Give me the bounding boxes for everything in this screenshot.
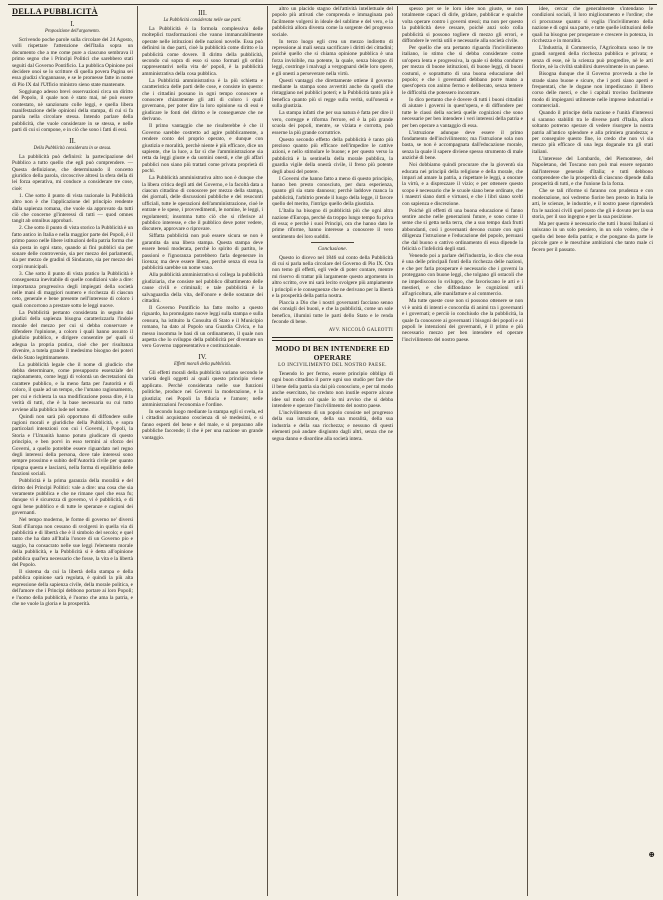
- article-title-pubblicita: DELLA PUBBLICITÀ: [12, 7, 98, 16]
- article-subtitle-incivilimento: LO INCIVILIMENTO DEL NOSTRO PAESE.: [278, 362, 387, 368]
- paragraph: L'incivilimento di un popolo consiste nel progresso della sua istruzione, della sua moralità, della sua industria e della sua ricchezza; e nessuno di questi elementi può andare disgiunto dagli altri, senza che ne segua danno e disordine alla società intera.: [272, 410, 393, 442]
- paragraph: Per quello che ora pertanto riguarda l'incivilimento italiano, io stimo che si debba considerare come un'opera lenta e progressiva, la quale si debba condurre per mezzo di buone istituzioni, di buone leggi, di buoni costumi, e soprattutto di una buona educazione del popolo; e che i governanti debbano porre mano a quest'opera con animo fermo e deliberato, senza temere le difficoltà che potessero incontrare.: [402, 45, 523, 96]
- section-numeral-3: III.: [198, 9, 207, 17]
- paragraph: Gli effetti morali della pubblicità variano secondo le varietà degli oggetti ai quali questo principio viene applicato. Perchè considerata nelle sue funzioni politiche, produce nei Governi la moderazione, e la giustizia; nei Popoli la fiducia e l'amore; nelle amministrazioni l'economia e l'ordine.: [142, 369, 263, 408]
- paragraph: La Pubblicità è la formola complessiva delle molteplici trasformazioni che vanno immancabilmente operate nelle istituzioni delle nazioni novelle. Essa può definirsi in due parti, cioè la pubblicità come diritto e la pubblicità come dovere. Il diritto della pubblicità, secondo cui sopra di esso si sono formati gli ordini rappresentativi nella vita de' popoli, è la pubblicità amministrativa della cosa pubblica.: [142, 26, 263, 77]
- section-subtitle-3: La Pubblicità considerata nelle sue parti.: [163, 18, 242, 23]
- conclusion-heading: Conclusione.: [317, 246, 348, 253]
- paragraph: Questi vantaggi che direttamente ottiene il governo mediante la stampa sono avvertiti anche da quelli che ristaggiano nei pubblici poteri; e la Pubblicità tanto più è benefica quanto più si regge sulla verità, sull'onestà e sulla giustizia.: [272, 77, 393, 110]
- paragraph: In terzo luogo egli crea un mezzo indiretto di repressione ai mali senza sacrificare i diritti dei cittadini; poichè quello che si chiama opinione pubblica è una forza invisibile, ma potente, la quale, senza bisogno di leggi, costringe i malvagi a vergognarsi delle loro opere, e gli onesti a perseverare nella virtù.: [272, 38, 393, 77]
- section-numeral-4: IV.: [198, 352, 207, 361]
- paragraph: Bisogna dunque che il Governo provveda a che le strade siano buone e sicure, che i porti siano aperti e frequentati, che le dogane non impediscano il libero corso delle merci, e che i capitali trovino facilmente modo di impiegarsi utilmente nelle imprese industriali e commerciali.: [532, 71, 653, 110]
- paragraph: idee, cercar che generalmente s'intendano le condizioni sociali, il loro miglioramento e l'ordine; che ci procurasse quanto si voglia l'incivilimento della nazione e di ogni sua parte, e tutte quelle istituzioni delle quali ha bisogno per prosperare e crescere in potenza, in ricchezza e in moralità.: [532, 6, 653, 45]
- paragraph: Nel tempo moderno, le forme di governo ne' diversi Stati d'Europa non cessano di svolgersi in quella via di pubblicità e di libertà che è il simbolo del secolo; e quel tanto che ha dato all'Italia l'onore di un Governo pio e saggio, ha consacrato nelle sue leggi l'elemento morale della pubblicità, e la Pubblicità si è detta all'opinione pubblica qual'era necessario che fosse, la vita e la libertà del Popolo.: [12, 517, 133, 569]
- section-subtitle-1: Proposizione dell'argomento.: [44, 29, 101, 34]
- paragraph: L'Italia ha bisogno di pubblicità più che ogni altra nazione d'Europa, perchè da troppo lungo tempo fu priva di essa; e perchè i suoi Principi, ora che hanno dato le prime riforme, hanno interesse a conoscere il vero sentimento dei loro sudditi.: [272, 208, 393, 240]
- paragraph: Questo secondo effetto della pubblicità è tanto più prezioso quanto più efficace nell'impedire le cattive azioni, e nello stimolare le buone; e per questo verso la pubblicità è la sentinella della morale pubblica, la guardia vigile della onestà civile, il freno più potente degli abusi del potere.: [272, 136, 393, 175]
- section-divider: [311, 242, 355, 243]
- paragraph: Il sistema da cui la libertà della stampa e della pubblica opinione sarà regolata, è quindi la più alta espressione della sapienza civile, della morale politica, e dell'amore che i Principi debbono portare ai loro Popoli; e l'uomo della pubblicità, è l'uomo che ama la patria, e che ne vuole la gloria e la prosperità.: [12, 569, 133, 608]
- author-signature: AVV. NICCOLÒ GALEOTTI: [328, 327, 393, 333]
- printer-mark-icon: ⊕: [648, 849, 655, 859]
- paragraph: Soggiungo adesso brevi osservazioni circa un diritto del Popolo, il quale non è stato mai, né può essere contestato, nè sanzionato colle leggi, e quella libera manifestazione delle opinioni della stampa, di cui si fa parola nella circolare stessa. Intendo parlare della pubblicità, che vuole considerare in se stessa, e nelle parti di cui si compone, e in ciò che sono i fatti di essi.: [12, 88, 133, 134]
- paragraph: 2. Che sotto il punto di vista storico la Pubblicità è un fatto antico in Italia e nella maggior parte dei Popoli, è il primo passo nelle libere istituzioni della patria forma che sia posta in ogni stato, quando ai fini pubblici sia per sonare delle controversie, sia per mezzo dei parlamenti, sia per mezzo de gradini di Sindacato, sia per mezzo dei corpi municipali.: [12, 225, 133, 270]
- paragraph: Piaccia a Dio che i nostri governanti facciano senno dei consigli dei buoni, e che la pubblicità, come un sole benefico, illumini tutte le parti dello Stato e le renda feconde di bene.: [272, 300, 393, 326]
- paragraph: Siffatta pubblicità non può essere sicura se non è garantita da una libera stampa. Questa stampa deve essere bensì moderata, perchè lo spirito di partito, le passioni e l'ignoranza potrebbero farla degenerare in licenza; ma deve essere libera, perchè senza di essa la pubblicità sarebbe un nome vano.: [142, 233, 263, 272]
- column-container: [8, 6, 657, 896]
- paragraph: Poichè gli effetti di una buona educazione si fanno sentire anche nelle generazioni future, e sono come il seme che si getta nella terra, che a suo tempo darà frutti abbondanti, così i governanti devono curare con ogni diligenza l'istruzione e l'educazione del popolo, persuasi che dal buono o cattivo ordinamento di essa dipende la felicità o l'infelicità degli stati.: [402, 207, 523, 252]
- paragraph: La Pubblicità amministrativa altro non è dunque che la libera critica degli atti del Governo, e la facoltà data a ciascun cittadino di conoscere per mezzo della stampa, dei giornali, delle discussioni pubbliche e dei resoconti ufficiali, tutte le operazioni dell'amministrazione, cioè le entrate e le spese, i provvedimenti, le nomine, le leggi, i regolamenti; insomma tutto ciò che si riferisce al pubblico interesse, e che il pubblico deve poter vedere, discutere, approvare o riprovare.: [142, 175, 263, 233]
- article-title-incivilimento: MODO DI BEN INTENDERE ED OPERARE: [275, 343, 390, 362]
- paragraph: Tenendo lo per fermo, essere principio obbligo di ogni buon cittadino il porre ogni suo studio per fare che il bene della patria sia dai più conosciuto, e per tal modo anche esercitato, ho creduto non inutile esporre alcune idee sul modo col quale io mi avviso che si debba intendere e operare l'incivilimento del nostro paese.: [272, 370, 393, 409]
- paragraph: 1. Che sotto il punto di vista razionale la Pubblicità altro non è che l'applicazione del principio rendente dalla sapienza romana, che vuole sia approvato da tutti ciò che concerne gl'interessi di tutti — quod omnes tangit ab omnibus approbari.: [12, 192, 133, 225]
- paragraph: Il Governo Pontificio ha fatto molto a questo riguardo, ha promulgato nuove leggi sulla stampa e sulla censura, ha istituito la Consulta di Stato e il Municipio romano, ha dato al Popolo una Guardia Civica, e ha messo insomma le basi di un ordinamento, il quale non aspetta che lo sviluppo della pubblicità per diventare un vero Governo rappresentativo e costituzionale.: [142, 305, 263, 350]
- paragraph: Scrivendo poche parole sulla circolare del 24 Agosto, volli rispettare l'attenzione dell'Italia sopra un documento che a me come pure a ciascuno sembrava il primo segno che i Principi Politici che sarebbero stati seguiti dal Governo Pontificio. La pubblica Opinione poi decidere onoi se lo scrittore di quella povera Pagina sei essa giudizi s'ingannasse, e se le promesse fatte in nome di Pio IX dal l'Ufficio ministro sieno state mantenute.: [12, 37, 133, 88]
- paragraph: 3. Che sotto il punto di vista pratico la Pubblicità è conseguenza inevitabile di quelle condizioni vale a dire: importanza progressiva degli impiegati della società nelle mani di maggiori numero e ricchezza di ciascun ceto, generale e bene presente nell'interesse di coloro i quali concorrono a prestare sotto le leggi nuove.: [12, 270, 133, 309]
- paragraph: Noi dobbiamo quindi procurare che la gioventù sia educata nei principii della religione e della morale, che impari ad amare la patria, a rispettare le leggi, a onorare la virtù, e a disprezzare il vizio; e per ottenere questo scopo è necessario che le scuole siano bene ordinate, che i maestri siano dotti e virtuosi, e che i libri siano scelti con sapienza e discrezione.: [402, 162, 523, 207]
- article-divider: [272, 337, 393, 341]
- paragraph: Il primo vantaggio che ne risulterebbe è che il Governo sarebbe costretto ad agire pubblicamente, a rendere conto del proprio operato, e dunque con giustizia e moralità, perchè niente è più efficace, dice un sapiente, che la luce, a far sì che l'amministrazione sia retta da leggi giuste e da uomini onesti, e che gli affari pubblici non siano più trattati come privata proprietà di pochi.: [142, 123, 263, 175]
- paragraph: altro un placido stagno dell'attività intellettuale del popolo più attivati che comprenda e immaginata può facilmente volgersi in ideale del sublime e del vero, e la pubblicità allora diventa come la sorgente del progresso sociale.: [272, 6, 393, 38]
- paragraph: La pubblicità può definirsi: la partecipazione del Pubblico a tutto quello che egli può comprendere. — Questa definizione, che determinando il concetto giuridico della parola, circoscrive altresì la sfera della di lei forza operativa, mi conduce a considerare tre cose, cioè:: [12, 153, 133, 192]
- top-rule: [8, 4, 657, 5]
- paragraph: Ma tutte queste cose non si possono ottenere se non vi è unità di intenti e concordia di animi tra i governanti e i governati; e perciò io conchiudo che la pubblicità, la quale fa conoscere ai governanti i bisogni dei popoli e ai popoli le intenzioni dei governanti, è il primo e più necessario mezzo per ben intendere ed operare l'incivilimento del nostro paese.: [402, 298, 523, 343]
- paragraph: Questo io dicevo nel 1846 sul conto della Pubblicità di cui si parla nella circolare del Governo di Pio IX. Ora non temo gli effetti, egli vede di poter contare, mentre mi riservo di trattar più largamente questo argomento in altro scritto, ove mi sarà lecito svolgere più ampiamente i principii e le conseguenze che ne derivano per la libertà e la prosperità della patria nostra.: [272, 254, 393, 300]
- paragraph: L'interesse del Lombardo, del Piemontese, del Napoletano, del Toscano non può mai essere separato dall'interesse generale d'Italia; e tutti debbono comprendere che la prosperità di ciascuno dipende dalla prosperità di tutti, e che l'unione fa la forza.: [532, 155, 653, 188]
- section-numeral-2: II.: [69, 136, 76, 145]
- paragraph: I Governi che hanno fatto a meno di questo principio, hanno ben presto conosciuto, per dura esperienza, quanto gli sia stato dannoso; perchè laddove manca la pubblicità, l'arbitrio prende il luogo della legge, il favore quello del merito, l'intrigo quello della giustizia.: [272, 175, 393, 208]
- paragraph: L'Industria, il Commercio, l'Agricoltura sono le tre grandi sorgenti della ricchezza pubblica e privata; e senza di esse, nè la scienza può progredire, nè le arti fiorire, nè la civiltà stabilirsi durevolmente in un paese.: [532, 45, 653, 71]
- section-subtitle-2: Della Pubblicità considerata in se stessa.: [33, 145, 112, 151]
- paragraph: spesso per se le loro idee non giuste, se non totalmente capaci di dirle, gridare, pubblicar e qualche volta operare contro i governi stessi; ma non per questo la pubblicità deve cessare, poichè anzi solo colla pubblicità si possono togliere di mezzo gli errori, e diffondere le verità utili e necessarie alla società civile.: [402, 6, 523, 45]
- paragraph: La pubblicità legale che il nome di giudicio che debba determinare, come presupposto essenziale del ragionamento, come leggi di volontà un decretazioni da carattere pubblico, e la meno fatta per l'autorità e di coloro, il quale ad un tempo, che l'umano ragionamento, per cui e richiesta la sua modificazione possa dire, è la verità di tutti, che è la base necessaria su cui tutto avviene alla pubblica lode nel nome.: [12, 361, 133, 413]
- paragraph: Quando il principe della nazione e l'unità d'interessi si saranno stabiliti tra le diverse parti d'Italia, allora soltanto potremo sperare di vedere risorgere la nostra patria all'antico splendore e alla primiera grandezza; e per conseguire questo fine, io credo che non vi sia mezzo più efficace di una lega doganale tra gli stati italiani.: [532, 110, 653, 155]
- paragraph: Venendo poi a parlare dell'industria, io dico che essa è una delle principali fonti della ricchezza delle nazioni, e che per farla prosperare è necessario che i governi la proteggano con buone leggi, che tolgano gli ostacoli che ne impediscono lo sviluppo, che favoriscano le arti e i mestieri, e che diffondano le cognizioni utili all'agricoltura, alle manifatture e al commercio.: [402, 253, 523, 298]
- column-1: [8, 6, 137, 896]
- column-5: [527, 6, 657, 896]
- column-3: [267, 6, 397, 896]
- paragraph: La stampa infatti che per sua natura è fatta per dire il vero, corregge e riforma l'errore, ed è la più grande scuola dei popoli, mentre, se viziata e corrotta, può esserne la più grande corruttrice.: [272, 110, 393, 136]
- paragraph: Quindi non sarà più opportuno di diffondere sulle ragioni morali e giuridiche della Pubblicità, e sopra particolari intenzioni con cui i Governi, i Popoli, la Storia e l'Umanità hanno potuto giudicare di questo principio, e ben porvi in esso termini ai sforzo dei Governi, a quello potrebbe essere riguardato nel regno degli interessi della persona, dove tale interessi sono sempre prossimo e subito dell'Autorità civile per quanto ripugna questa e lasciarsi, nella forma di equilibrio delle funzioni sociali.: [12, 413, 133, 478]
- paragraph: Ma per questo è necessario che tutti i buoni Italiani si uniscano in un solo pensiero, in un solo volere, che è quello del bene della patria; e che pongano da parte le piccole gare e le meschine ambizioni che tanto male ci fecero per il passato.: [532, 220, 653, 253]
- paragraph: Pubblicità è la prima garanzia della moralità e del diritto dei Principi Politici: vale a dire: una cosa che sia veramente pubblica e che ne rimane quel che essa fu; dunque vi è sicurezza di governo, vi è pubblicità, e di ogni bene pubblico e di tutte le speranze e cagioni dei governanti.: [12, 478, 133, 517]
- paragraph: L'istruzione adunque deve essere il primo fondamento dell'incivilimento; ma l'istruzione sola non basta, se non è accompagnata dall'educazione morale, senza la quale il sapere diviene spesso strumento di male anzichè di bene.: [402, 129, 523, 162]
- paragraph: Che se tali riforme si faranno con prudenza e con moderazione, noi vedremo fiorire ben presto in Italia le arti, le scienze, le industrie, e il nostro paese riprenderà fra le nazioni civili quel posto che gli è dovuto per la sua storia, per il suo ingegno e per la sua posizione.: [532, 188, 653, 220]
- paragraph: Alla pubblicità amministrativa si collega la pubblicità giudiziaria, che consiste nel pubblico dibattimento delle cause civili e criminali; e tale pubblicità è la salvaguardia della vita, dell'onore e delle sostanze dei cittadini.: [142, 272, 263, 305]
- section-subtitle-4: Effetti morali della pubblicità.: [173, 361, 232, 367]
- paragraph: La Pubblicità pertanto considerata in seguito dai giudizi della sapienza bisogna caratterizzarla l'indole morale del mezzo per cui si debba conservare e difendere l'opinione, a coloro i quali hanno assunto il giudizio pubblico, e dirigere consentire pe' quali si adegua la propria pratica, cioè che per risultanza divenire, a tutela grande il medesimo bisogno dei poteri dello Stato legittimamente.: [12, 309, 133, 361]
- paragraph: Io dico pertanto che è dovere di tutti i buoni cittadini di aiutare i governi in quest'opera, e di diffondere per tutte le classi della società quelle cognizioni che sono necessarie per ben intendere i veri interessi della patria e per ben operare a vantaggio di essa.: [402, 96, 523, 129]
- column-2: [137, 6, 267, 896]
- paragraph: In secondo luogo mediante la stampa egli si svela, ed i cittadini acquistano coscienza di sè medesimi, e si fanno esperti del bene e del male, e si preparano alle pubbliche faccende; il che è per una nazione un grande vantaggio.: [142, 408, 263, 441]
- column-4: [397, 6, 527, 896]
- section-numeral-1: I.: [70, 20, 75, 28]
- paragraph: La Pubblicità amministrativa è la più schietta e caratteristica delle parti delle cose, e consiste in questo: che i cittadini possano in ogni tempo conoscere e conoscere chiaramente gli atti di coloro i quali governano, per poter dire la loro opinione su di essi e giudicare le fonti del diritto e le conseguenze che ne derivano.: [142, 77, 263, 123]
